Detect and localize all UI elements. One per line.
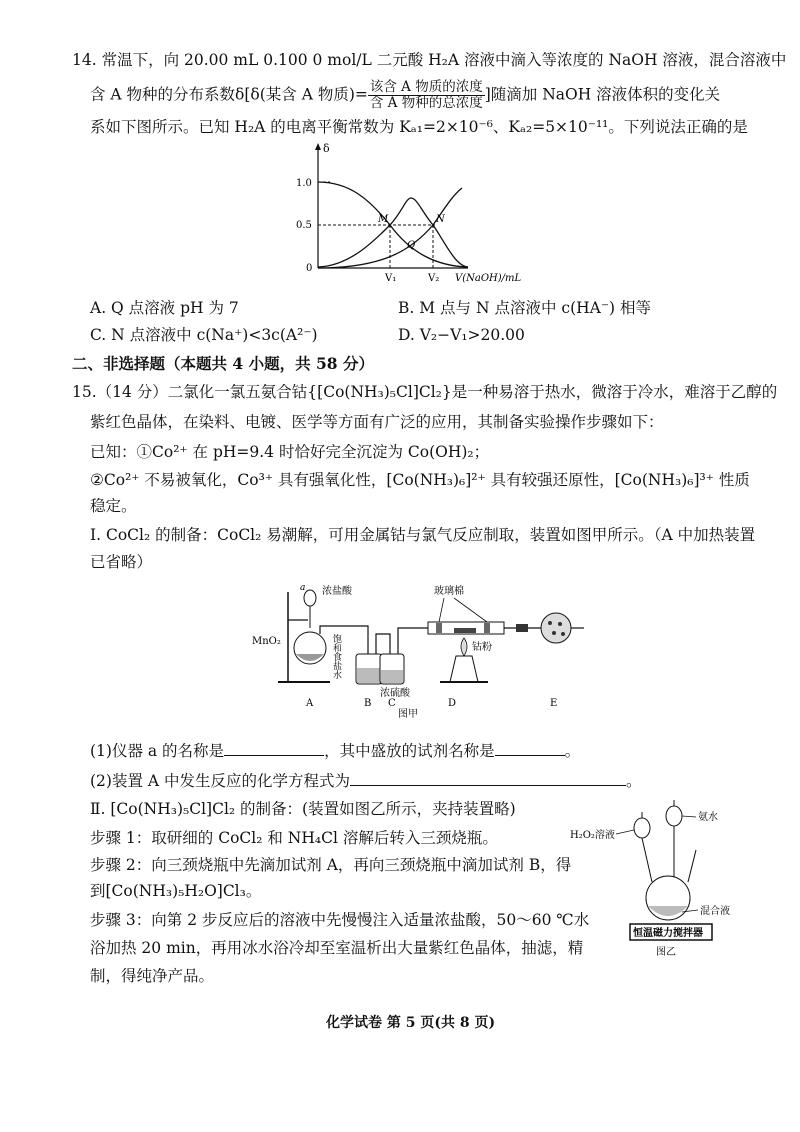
sub1 xyxy=(90,740,580,762)
granule-2 xyxy=(558,622,562,626)
granule-1 xyxy=(548,621,552,625)
distribution-graph xyxy=(290,140,540,285)
label-concentrated-hcl: 浓盐酸 xyxy=(322,586,352,597)
q15-known2: ②Co²⁺ 不易被氧化，Co³⁺ 具有强氧化性，[Co(NH₃)₆]²⁺ 具有较强还原性，[Co(NH₃)₆]³⁺ 性质 xyxy=(90,471,750,489)
apparatus-figure-yi xyxy=(570,790,750,960)
y-tick-05: 0.5 xyxy=(296,220,312,231)
label-h2o2: H₂O₂溶液 xyxy=(570,830,615,841)
label-mno2: MnO₂ xyxy=(252,636,281,647)
v2-label: V₂ xyxy=(428,273,440,284)
blank-reagent-name[interactable] xyxy=(495,741,565,756)
x-axis-label: V(NaOH)/mL xyxy=(455,273,522,284)
y-tick-1: 1.0 xyxy=(296,178,312,189)
sub1-c: 。 xyxy=(564,742,581,760)
label-concentrated-h2so4: 浓硫酸 xyxy=(380,688,410,699)
fraction-numerator: 该含 A 物质的浓度 xyxy=(369,79,483,95)
tube-c-d xyxy=(398,628,430,654)
pointer-glass-wool-2 xyxy=(454,598,487,622)
label-C: C xyxy=(388,698,396,709)
label-ammonia: 氨水 xyxy=(698,812,718,823)
blank-equation[interactable] xyxy=(350,771,626,786)
cobalt-powder xyxy=(454,628,476,633)
glass-wool-left xyxy=(436,623,442,633)
section-2-heading: 二、非选择题（本题共 4 小题，共 58 分） xyxy=(72,354,374,373)
q15-known3: 稳定。 xyxy=(90,497,137,515)
option-c: C. N 点溶液中 c(Na⁺)<3c(A²⁻) xyxy=(90,326,318,344)
flame-d xyxy=(461,638,467,656)
q15-part1-line2: 已省略） xyxy=(90,553,153,571)
q14-line1: 14. 常温下，向 20.00 mL 0.100 0 mol/L 二元酸 H₂A 溶液中滴入等浓度的 NaOH 溶液，混合溶液中 xyxy=(72,51,787,69)
pointer-ammonia xyxy=(682,816,696,817)
funnel-ammonia xyxy=(666,806,682,826)
granule-4 xyxy=(561,632,565,636)
q15-line1: 15.（14 分）二氯化一氯五氨合钴{[Co(NH₃)₅Cl]Cl₂}是一种易溶于热水，微溶于冷水，难溶于乙醇的 xyxy=(72,383,778,401)
label-A: A xyxy=(306,698,314,709)
point-m: M xyxy=(378,214,389,225)
pointer-h2o2 xyxy=(616,830,634,834)
step3-line2: 浴加热 20 min，再用冰水浴冷却至室温析出大量紫红色晶体，抽滤，精 xyxy=(90,939,584,957)
label-a: a xyxy=(300,583,306,593)
y-axis-label: δ xyxy=(323,142,330,155)
label-glass-wool: 玻璃棉 xyxy=(434,586,464,597)
funnel-h2o2-stem xyxy=(642,838,652,882)
q15-part2: Ⅱ. [Co(NH₃)₅Cl]Cl₂ 的制备：(装置如图乙所示，夹持装置略) xyxy=(90,800,516,818)
step3-line3: 制，得纯净产品。 xyxy=(90,967,215,985)
joint-d-e xyxy=(516,624,528,632)
funnel-a xyxy=(304,590,316,606)
drying-bulb-e xyxy=(541,613,571,643)
blank-instrument-name[interactable] xyxy=(224,741,324,756)
funnel-h2o2 xyxy=(634,818,650,838)
step3-line1: 步骤 3：向第 2 步反应后的溶液中先慢慢注入适量浓盐酸，50～60 ℃水 xyxy=(90,911,590,929)
granule-3 xyxy=(552,631,556,635)
distribution-fraction xyxy=(368,80,485,111)
apparatus-figure-jia xyxy=(250,578,590,718)
sub2-a: (2)装置 A 中发生反应的化学方程式为 xyxy=(90,772,351,790)
q14-line2b: ]随滴加 NaOH 溶液体积的变化关 xyxy=(484,85,721,104)
side-neck xyxy=(688,850,696,882)
q15-line2: 紫红色晶体，在染料、电镀、医学等方面有广泛的应用，其制备实验操作步骤如下： xyxy=(90,413,664,431)
point-q: Q xyxy=(407,240,416,251)
label-stirrer: 恒温磁力搅拌器 xyxy=(633,928,703,939)
label-saturated-brine: 饱和食盐水 xyxy=(331,634,341,679)
curve-ha xyxy=(318,198,468,267)
pointer-glass-wool-1 xyxy=(439,598,444,622)
step2-line2: 到[Co(NH₃)₅H₂O]Cl₃。 xyxy=(90,882,262,900)
point-n: N xyxy=(436,214,445,225)
q15-part1-line1: Ⅰ. CoCl₂ 的制备：CoCl₂ 易潮解，可用金属钴与氯气反应制取，装置如图甲所示。（A 中加热装置 xyxy=(90,526,756,544)
q14-line3: 系如下图所示。已知 H₂A 的电离平衡常数为 Kₐ₁=2×10⁻⁶、Kₐ₂=5×10⁻¹¹。下列说法正确的是 xyxy=(90,118,748,136)
bottle-c-liquid xyxy=(381,670,403,683)
y-axis-arrow xyxy=(315,143,321,150)
q14-line2a: 含 A 物种的分布系数δ[δ(某含 A 物质)= xyxy=(90,85,368,104)
option-b: B. M 点与 N 点溶液中 c(HA⁻) 相等 xyxy=(398,299,651,317)
burner-d xyxy=(450,656,478,682)
v1-label: V₁ xyxy=(385,273,397,284)
label-E: E xyxy=(550,698,558,709)
sub2-b: 。 xyxy=(626,772,642,790)
sub2 xyxy=(90,770,642,792)
label-mixture: 混合液 xyxy=(700,906,730,917)
label-D: D xyxy=(448,698,457,709)
bottle-b-liquid xyxy=(357,668,381,683)
glass-wool-right xyxy=(484,623,490,633)
sub1-a: (1)仪器 a 的名称是 xyxy=(90,742,225,760)
sub1-b: ，其中盛放的试剂名称是 xyxy=(324,742,495,760)
label-B: B xyxy=(364,698,372,709)
q15-known1: 已知：①Co²⁺ 在 pH=9.4 时恰好完全沉淀为 Co(OH)₂； xyxy=(90,443,490,461)
q14-line2 xyxy=(90,80,720,111)
fraction-denominator: 含 A 物种的总浓度 xyxy=(369,95,483,111)
caption-jia: 图甲 xyxy=(398,709,418,718)
label-cobalt-powder: 钴粉 xyxy=(472,642,492,653)
caption-yi: 图乙 xyxy=(656,947,676,958)
option-a: A. Q 点溶液 pH 为 7 xyxy=(90,299,239,317)
step1: 步骤 1：取研细的 CoCl₂ 和 NH₄Cl 溶解后转入三颈烧瓶。 xyxy=(90,829,498,847)
option-d: D. V₂−V₁>20.00 xyxy=(398,326,525,344)
page-footer: 化学试卷 第 5 页(共 8 页) xyxy=(326,1015,496,1031)
y-tick-0: 0 xyxy=(306,263,313,274)
step2-line1: 步骤 2：向三颈烧瓶中先滴加试剂 A，再向三颈烧瓶中滴加试剂 B，得 xyxy=(90,856,572,874)
